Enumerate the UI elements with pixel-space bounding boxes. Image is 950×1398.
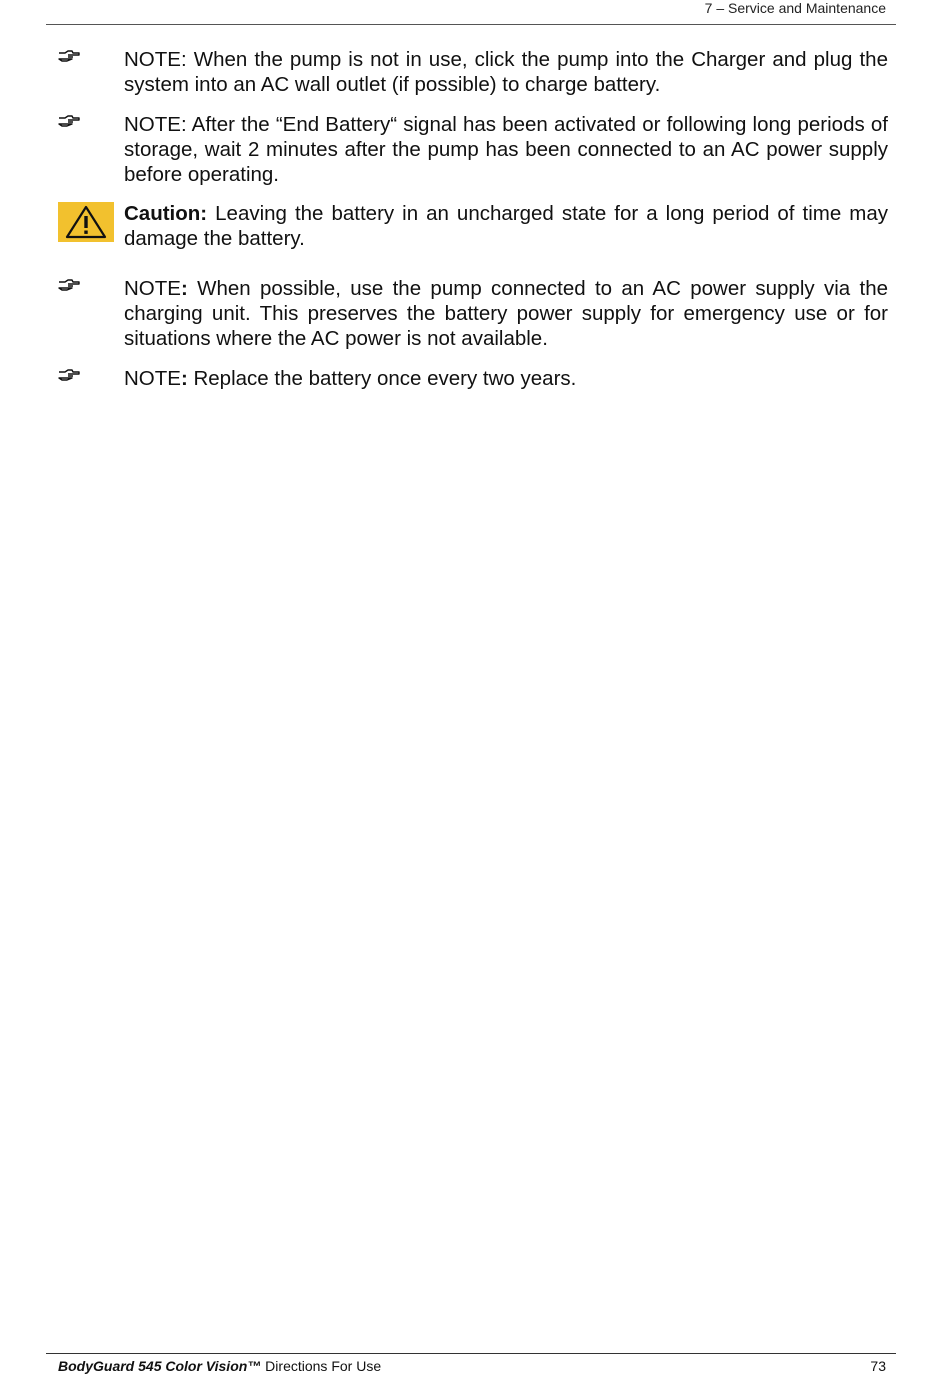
- page-number: 73: [870, 1358, 886, 1374]
- pointing-hand-icon: [58, 114, 80, 128]
- note-item: [58, 366, 888, 391]
- note-item: [58, 47, 888, 97]
- note-text: NOTE: After the “End Battery“ signal has been activated or following long periods of storage, wait 2 minutes after the pump has been connected to an AC power supply before operating.: [124, 113, 888, 186]
- caution-item: [58, 201, 888, 251]
- pointing-hand-icon: [58, 49, 80, 63]
- note-label: NOTE: [124, 277, 181, 300]
- header-divider: [46, 24, 896, 25]
- warning-triangle-icon: [58, 202, 114, 242]
- note-item: [58, 276, 888, 351]
- note-text: NOTE: When the pump is not in use, click the pump into the Charger and plug the system into an AC wall outlet (if possible) to charge battery.: [124, 48, 888, 96]
- note-colon: :: [180, 277, 188, 300]
- note-colon: :: [180, 367, 188, 390]
- caution-text: [124, 201, 888, 251]
- footer-divider: [46, 1353, 896, 1354]
- pointing-hand-icon: [58, 368, 80, 382]
- caution-label: Caution:: [124, 202, 208, 225]
- note-text: [124, 276, 888, 351]
- note-label: NOTE: [124, 367, 181, 390]
- footer-document-title: [58, 1358, 381, 1374]
- note-body: When possible, use the pump connected to an AC power supply via the charging unit. This preserves the battery power supply for emergency use or for situations where the AC power is not available.: [124, 277, 888, 350]
- note-text: [124, 366, 888, 391]
- note-item: [58, 112, 888, 187]
- product-name: BodyGuard 545 Color Vision™: [58, 1358, 262, 1374]
- note-body: Replace the battery once every two years.: [187, 367, 577, 390]
- section-title: 7 – Service and Maintenance: [704, 0, 886, 16]
- caution-body: Leaving the battery in an uncharged state for a long period of time may damage the battery.: [124, 202, 888, 250]
- document-type: Directions For Use: [261, 1358, 382, 1374]
- pointing-hand-icon: [58, 278, 80, 292]
